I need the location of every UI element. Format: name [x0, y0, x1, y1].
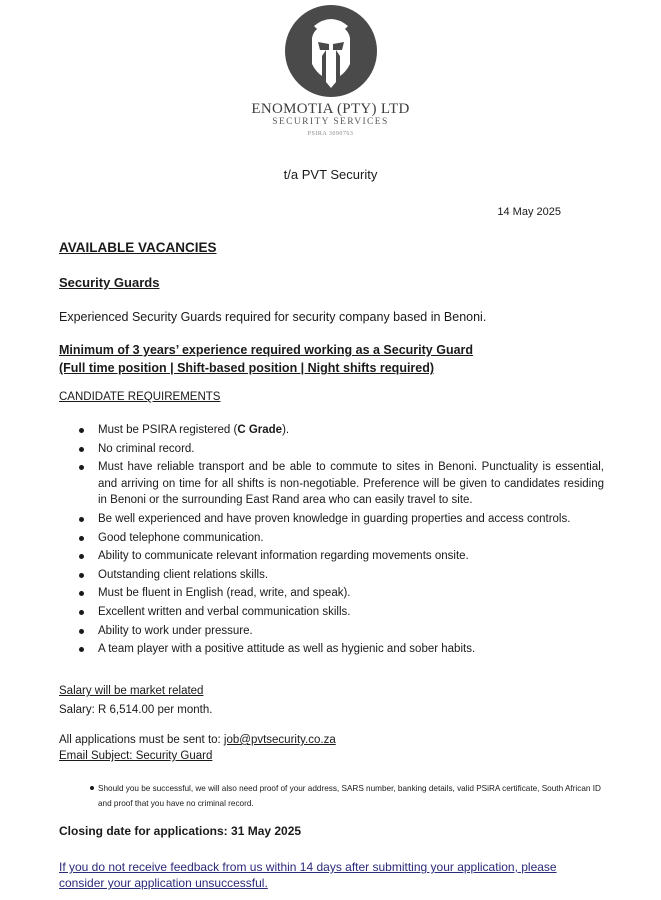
trading-as: t/a PVT Security: [283, 167, 378, 182]
requirements-summary: [59, 341, 473, 377]
position-heading: Security Guards: [59, 275, 160, 290]
list-item: A team player with a positive attitude as well as hygienic and sober habits.: [59, 641, 604, 658]
company-name: ENOMOTIA (PTY) LTD: [251, 101, 410, 117]
application-text: All applications must be sent to:: [59, 734, 224, 746]
salary-heading: Salary will be market related: [59, 685, 204, 697]
intro-text: Experienced Security Guards required for security company based in Benoni.: [59, 310, 487, 324]
summary-line: Minimum of 3 years’ experience required working as a Security Guard: [59, 343, 474, 357]
company-subtitle: SECURITY SERVICES: [272, 117, 389, 127]
list-item: No criminal record.: [59, 441, 604, 458]
vacancies-heading: AVAILABLE VACANCIES: [59, 240, 217, 255]
candidate-requirements-heading: CANDIDATE REQUIREMENTS: [59, 391, 221, 403]
list-item: Must be fluent in English (read, write, and speak).: [59, 585, 604, 602]
feedback-notice: If you do not receive feedback from us within 14 days after submitting your application, please consider your application unsuccessful.: [59, 860, 557, 890]
email-subject: Email Subject: Security Guard: [59, 750, 213, 762]
list-item: Be well experienced and have proven knowledge in guarding properties and access controls.: [59, 511, 604, 528]
salary-amount: Salary: R 6,514.00 per month.: [59, 704, 213, 716]
email-link[interactable]: job@pvtsecurity.co.za: [223, 734, 336, 746]
application-instructions: [59, 734, 336, 746]
spartan-helmet-icon: [284, 4, 378, 98]
psira-number: PSIRA 3090763: [307, 131, 354, 137]
list-item: Good telephone communication.: [59, 530, 604, 547]
list-item: Ability to communicate relevant information regarding movements onsite.: [59, 548, 604, 565]
list-item: Excellent written and verbal communication skills.: [59, 604, 604, 621]
list-item: Ability to work under pressure.: [59, 623, 604, 640]
list-item: Outstanding client relations skills.: [59, 567, 604, 584]
company-logo: [284, 4, 378, 98]
list-item: Must have reliable transport and be able to commute to sites in Benoni. Punctuality is essential, and arriving on time for all shifts is non-negotiable. Preference will be given to candidates residing in Benoni or the surrounding East Rand area who can easily travel to site.: [59, 459, 604, 509]
closing-date: Closing date for applications: 31 May 2025: [59, 824, 302, 838]
list-item: Must be PSIRA registered (C Grade).: [59, 422, 604, 439]
summary-line: (Full time position | Shift-based position | Night shifts required): [59, 361, 435, 375]
document-date: 14 May 2025: [497, 206, 561, 218]
requirements-list: [59, 422, 604, 660]
success-note: Should you be successful, we will also need proof of your address, SARS number, banking details, valid PSiRA certificate, South African ID and proof that you have no criminal record.: [59, 781, 604, 811]
